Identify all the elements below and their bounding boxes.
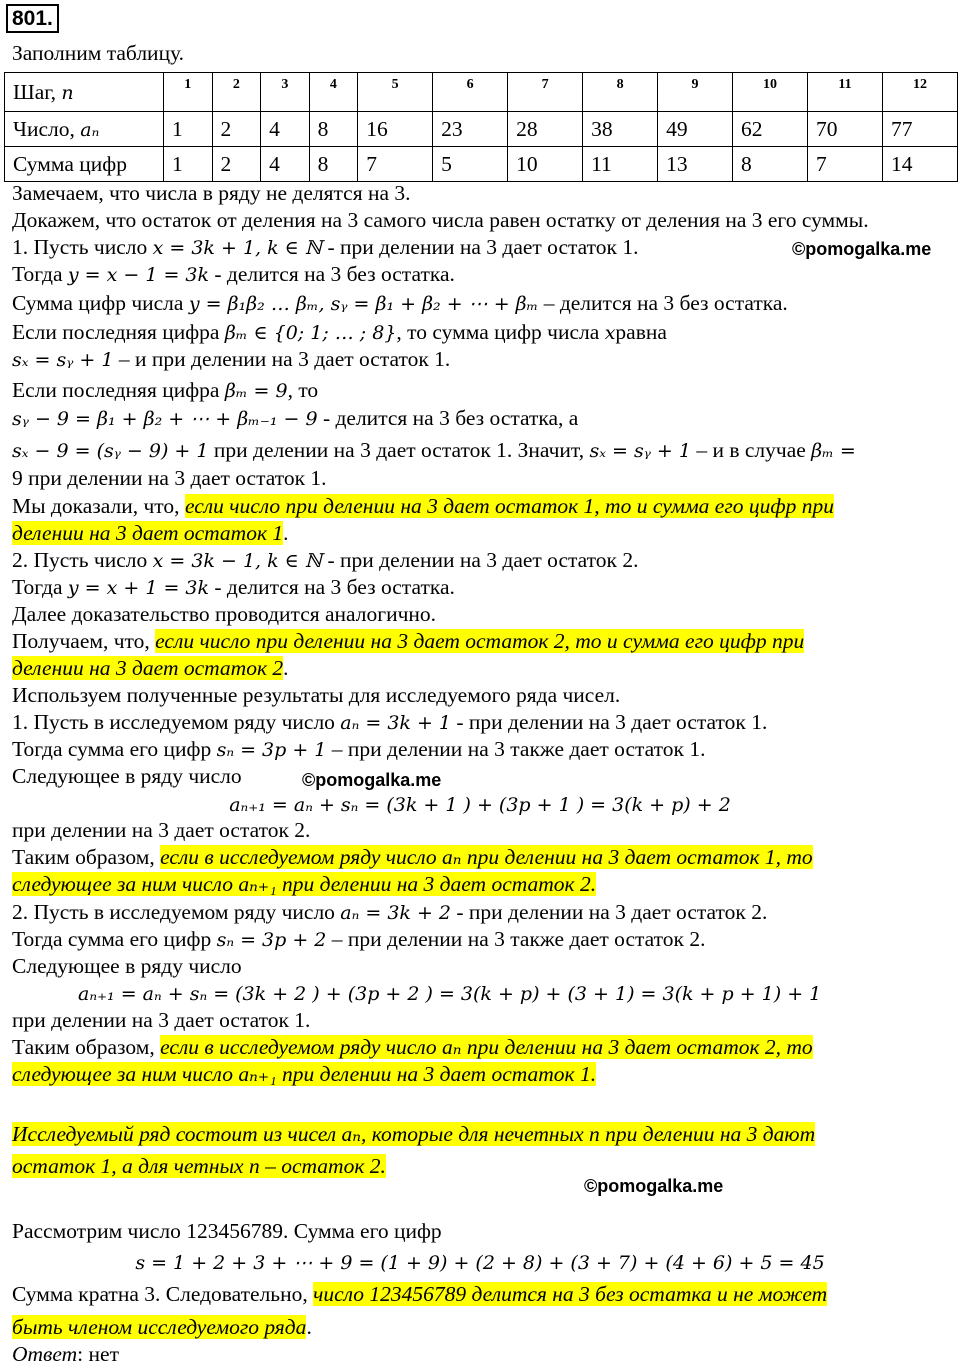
answer-line: Ответ: нет (12, 1342, 119, 1366)
watermark: ©pomogalka.me (584, 1176, 724, 1196)
text-line (12, 1121, 815, 1148)
digit-sum-cell: 4 (261, 147, 310, 182)
highlight: если число при делении на 3 дает остаток 2, то и сумма его цифр при (155, 629, 805, 653)
digit-sum-cell: 13 (658, 147, 733, 182)
results-table (4, 72, 958, 182)
text-line: делении на 3 дает остаток 1. (12, 521, 289, 545)
highlight: число 123456789 делится на 3 без остатка и не может (313, 1282, 828, 1306)
text-line: 9 при делении на 3 дает остаток 1. (12, 466, 327, 490)
highlight: следующее за ним число aₙ₊₁ при делении на 3 дает остаток 2. (12, 872, 597, 896)
digit-sum-cell: 14 (882, 147, 957, 182)
row-label-digit-sum: Сумма цифр (5, 147, 164, 182)
highlight: следующее за ним число aₙ₊₁ при делении на 3 дает остаток 1. (12, 1062, 597, 1086)
problem-number: 801. (6, 4, 59, 33)
number-cell: 1 (164, 112, 213, 147)
formula-line: s = 1 + 2 + 3 + ⋯ + 9 = (1 + 9) + (2 + 8) + (3 + 7) + (4 + 6) + 5 = 45 (135, 1252, 825, 1274)
text-line: 1. Пусть число x = 3k + 1, k ∈ ℕ - при делении на 3 дает остаток 1. (12, 235, 639, 259)
text-line: Рассмотрим число 123456789. Сумма его цифр (12, 1219, 442, 1243)
digit-sum-cell: 10 (508, 147, 583, 182)
text-line: быть членом исследуемого ряда. (12, 1315, 312, 1339)
step-cell: 8 (583, 73, 658, 112)
step-cell: 4 (309, 73, 358, 112)
highlight: если в исследуемом ряду число aₙ при делении на 3 дает остаток 1, то (160, 845, 813, 869)
table-row-digit-sums (5, 147, 958, 182)
digit-sum-cell: 8 (733, 147, 808, 182)
text-line (12, 1153, 386, 1180)
text-line: sᵧ − 9 = β₁ + β₂ + ⋯ + βₘ₋₁ − 9 - делится на 3 без остатка, а (12, 406, 579, 430)
text-line (12, 1061, 596, 1088)
text-line: Получаем, что, если число при делении на 3 дает остаток 2, то и сумма его цифр при (12, 629, 805, 653)
step-cell: 1 (164, 73, 213, 112)
step-cell: 3 (261, 73, 310, 112)
highlight: если число при делении на 3 дает остаток 1, то и сумма его цифр при (184, 494, 835, 518)
highlight: делении на 3 дает остаток 1 (12, 521, 284, 545)
digit-sum-cell: 7 (358, 147, 433, 182)
text-line: Тогда сумма его цифр sₙ = 3p + 2 – при делении на 3 также дает остаток 2. (12, 927, 706, 951)
digit-sum-cell: 8 (309, 147, 358, 182)
digit-sum-cell: 7 (808, 147, 883, 182)
text-line: Следующее в ряду число (12, 764, 242, 788)
text-line (12, 871, 596, 898)
table-row-numbers (5, 112, 958, 147)
text-line: при делении на 3 дает остаток 2. (12, 818, 311, 842)
intro-text: Заполним таблицу. (12, 41, 185, 65)
number-cell: 4 (261, 112, 310, 147)
digit-sum-cell: 1 (164, 147, 213, 182)
text-line: Далее доказательство проводится аналогично. (12, 602, 437, 626)
number-cell: 28 (508, 112, 583, 147)
text-line: Если последняя цифра βₘ = 9, то (12, 378, 319, 402)
step-cell: 5 (358, 73, 433, 112)
formula-line: aₙ₊₁ = aₙ + sₙ = (3k + 2 ) + (3p + 2 ) = 3(k + p) + (3 + 1) = 3(k + p + 1) + 1 (78, 983, 822, 1005)
text-line: 2. Пусть в исследуемом ряду число aₙ = 3k + 2 - при делении на 3 дает остаток 2. (12, 900, 768, 924)
row-label-number: Число, aₙ (5, 112, 164, 147)
step-cell: 6 (433, 73, 508, 112)
table-row-steps (5, 73, 958, 112)
text-line: Если последняя цифра βₘ ∈ {0; 1; … ; 8}, то сумма цифр числа xравна (12, 320, 667, 344)
highlight: быть членом исследуемого ряда (12, 1315, 307, 1339)
text-line: 1. Пусть в исследуемом ряду число aₙ = 3k + 1 - при делении на 3 дает остаток 1. (12, 710, 768, 734)
step-cell: 7 (508, 73, 583, 112)
text-line: sₓ = sᵧ + 1 – и при делении на 3 дает остаток 1. (12, 347, 451, 371)
text-line: Сумма кратна 3. Следовательно, число 123456789 делится на 3 без остатка и не может (12, 1282, 828, 1306)
number-cell: 38 (583, 112, 658, 147)
text-line: Таким образом, если в исследуемом ряду число aₙ при делении на 3 дает остаток 1, то (12, 845, 813, 869)
number-cell: 2 (212, 112, 261, 147)
number-cell: 8 (309, 112, 358, 147)
text-line: делении на 3 дает остаток 2. (12, 656, 289, 680)
text-line: при делении на 3 дает остаток 1. (12, 1008, 311, 1032)
number-cell: 49 (658, 112, 733, 147)
formula-line: aₙ₊₁ = aₙ + sₙ = (3k + 1 ) + (3p + 1 ) = 3(k + p) + 2 (229, 794, 731, 816)
number-cell: 70 (808, 112, 883, 147)
number-cell: 16 (358, 112, 433, 147)
row-label-step: Шаг, n (5, 73, 164, 112)
text-line: Мы доказали, что, если число при делении на 3 дает остаток 1, то и сумма его цифр при (12, 494, 835, 518)
highlight: делении на 3 дает остаток 2 (12, 656, 284, 680)
text-line: Докажем, что остаток от деления на 3 самого числа равен остатку от деления на 3 его суммы. (12, 208, 869, 232)
highlight: если в исследуемом ряду число aₙ при делении на 3 дает остаток 2, то (160, 1035, 813, 1059)
text-line: Тогда сумма его цифр sₙ = 3p + 1 – при делении на 3 также дает остаток 1. (12, 737, 706, 761)
step-cell: 10 (733, 73, 808, 112)
text-line: Сумма цифр числа y = β₁β₂ … βₘ, sᵧ = β₁ + β₂ + ⋯ + βₘ – делится на 3 без остатка. (12, 291, 788, 315)
step-cell: 12 (882, 73, 957, 112)
text-line: sₓ − 9 = (sᵧ − 9) + 1 при делении на 3 дает остаток 1. Значит, sₓ = sᵧ + 1 – и в случае βₘ = (12, 438, 856, 462)
highlight: остаток 1, а для четных n – остаток 2. (12, 1154, 386, 1178)
number-cell: 23 (433, 112, 508, 147)
text-line: 2. Пусть число x = 3k − 1, k ∈ ℕ - при делении на 3 дает остаток 2. (12, 548, 639, 572)
text-line: Используем полученные результаты для исследуемого ряда чисел. (12, 683, 621, 707)
number-cell: 62 (733, 112, 808, 147)
text-line: Таким образом, если в исследуемом ряду число aₙ при делении на 3 дает остаток 2, то (12, 1035, 813, 1059)
text-line: Замечаем, что числа в ряду не делятся на 3. (12, 181, 411, 205)
watermark: ©pomogalka.me (302, 770, 442, 790)
text-line: Тогда y = x − 1 = 3k - делится на 3 без остатка. (12, 262, 455, 286)
step-cell: 11 (808, 73, 883, 112)
digit-sum-cell: 11 (583, 147, 658, 182)
highlight: Исследуемый ряд состоит из чисел aₙ, которые для нечетных n при делении на 3 дают (12, 1122, 816, 1146)
text-line: Тогда y = x + 1 = 3k - делится на 3 без остатка. (12, 575, 455, 599)
number-cell: 77 (882, 112, 957, 147)
digit-sum-cell: 5 (433, 147, 508, 182)
step-cell: 9 (658, 73, 733, 112)
step-cell: 2 (212, 73, 261, 112)
watermark: ©pomogalka.me (792, 239, 932, 259)
digit-sum-cell: 2 (212, 147, 261, 182)
text-line: Следующее в ряду число (12, 954, 242, 978)
